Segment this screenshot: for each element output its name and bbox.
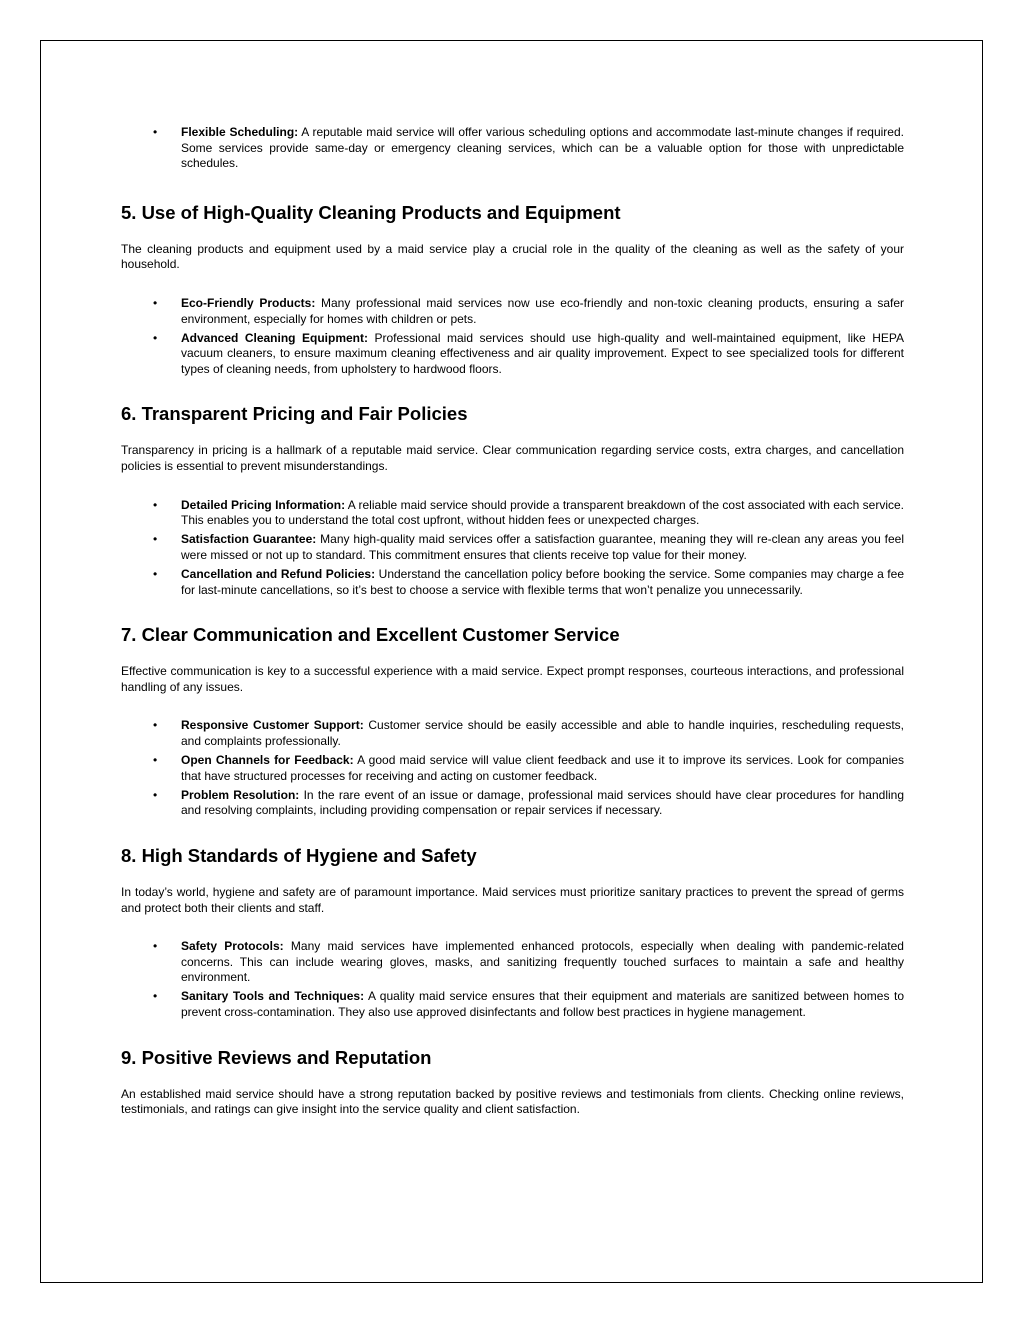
section-heading: 8. High Standards of Hygiene and Safety [121,844,477,866]
list-item [121,331,904,378]
bullet-icon: • [153,567,158,581]
section-9 [121,1047,904,1118]
list-item [121,125,904,172]
section-heading: 6. Transparent Pricing and Fair Policies [121,403,468,425]
section-7 [121,624,904,819]
bullet-text: Many maid services have implemented enhanced protocols, especially when dealing with pandemic-related concerns. This can include wearing gloves, masks, and sanitizing frequently touched surfaces to maintain a safe and healthy environment. [181,939,904,985]
bullet-term: Satisfaction Guarantee: [181,532,317,547]
bullet-term: Cancellation and Refund Policies: [181,567,376,581]
document-page [40,40,983,1283]
bullet-text: A reputable maid service will offer various scheduling options and accommodate last-minute changes if required. Some services provide same-day or emergency cleaning services, which can be a valuable option for those with unpredictable schedules. [181,125,904,171]
bullet-term: Problem Resolution: [181,787,300,802]
section-heading: 9. Positive Reviews and Reputation [121,1046,432,1068]
bullet-icon: • [153,989,158,1004]
bullet-text: A reliable maid service should provide a transparent breakdown of the cost associated with each service. This enables you to understand the total cost upfront, without hidden fees or unexpected charges. [181,497,904,528]
bullet-text: Customer service should be easily accessible and able to handle inquiries, rescheduling requests, and complaints professionally. [181,718,904,748]
bullet-term: Flexible Scheduling: [181,125,299,139]
bullet-icon: • [153,753,158,768]
bullet-list [121,498,904,599]
section-paragraph: The cleaning products and equipment used by a maid service play a crucial role in the quality of the cleaning as well as the safety of your household. [121,241,904,272]
page-content [121,125,904,1118]
list-item [121,939,904,986]
bullet-term: Safety Protocols: [181,939,284,954]
bullet-term: Advanced Cleaning Equipment: [181,330,368,345]
bullet-icon: • [153,497,158,512]
bullet-icon: • [153,295,158,310]
list-item [121,718,904,749]
section-5 [121,202,904,378]
bullet-icon: • [153,718,158,733]
bullet-term: Responsive Customer Support: [181,718,364,733]
bullet-term: Detailed Pricing Information: [181,497,346,512]
bullet-term: Sanitary Tools and Techniques: [181,989,365,1004]
bullet-text: A good maid service will value client feedback and use it to improve its services. Look for companies that have structured processes for receiving and acting on customer feedback. [181,753,904,783]
bullet-icon: • [153,939,158,954]
bullet-text: A quality maid service ensures that their equipment and materials are sanitized between homes to prevent cross-contamination. They also use approved disinfectants and follow best practices in hygiene management. [181,989,904,1019]
list-item [121,498,904,529]
bullet-icon: • [153,330,158,345]
bullet-text: In the rare event of an issue or damage, professional maid services should have clear procedures for handling and resolving complaints, including providing compensation or repair services if necessary. [181,787,905,818]
bullet-icon: • [153,125,158,139]
section-heading: 5. Use of High-Quality Cleaning Products and Equipment [121,201,621,223]
bullet-term: Eco-Friendly Products: [181,295,316,310]
list-item [121,532,904,563]
section-6 [121,403,904,598]
list-item [121,753,904,784]
section-paragraph: An established maid service should have a strong reputation backed by positive reviews and testimonials from clients. Checking online reviews, testimonials, and ratings can give insight into the service quality and client satisfaction. [121,1086,904,1117]
section-paragraph: In today’s world, hygiene and safety are of paramount importance. Maid services must prioritize sanitary practices to prevent the spread of germs and protect both their clients and staff. [121,884,904,915]
bullet-list [121,718,904,819]
bullet-icon: • [153,787,158,802]
bullet-list [121,939,904,1020]
bullet-text: Professional maid services should use high-quality and well-maintained equipment, like HEPA vacuum cleaners, to ensure maximum cleaning effectiveness and air quality improvement. Expect to see specialized tools for different types of cleaning needs, from upholstery to hardwood floors. [181,330,904,376]
bullet-list [121,296,904,377]
section-paragraph: Transparency in pricing is a hallmark of a reputable maid service. Clear communication regarding service costs, extra charges, and cancellation policies is essential to prevent misunderstandings. [121,443,904,474]
bullet-term: Open Channels for Feedback: [181,753,354,768]
list-item [121,296,904,327]
list-item [121,989,904,1020]
bullet-text: Many professional maid services now use eco-friendly and non-toxic cleaning products, ensuring a safer environment, especially for homes with children or pets. [181,295,904,326]
bullet-icon: • [153,532,158,547]
bullet-text: Understand the cancellation policy before booking the service. Some companies may charge a fee for last-minute cancellations, so it’s best to choose a service with flexible terms that won’t penalize you unnecessarily. [181,567,904,597]
bullet-text: Many high-quality maid services offer a satisfaction guarantee, meaning they will re-clean any areas you feel were missed or not up to standard. This commitment ensures that clients receive top value for their money. [181,532,904,562]
intro-bullet-list [121,125,904,172]
list-item [121,788,904,819]
section-8 [121,845,904,1021]
list-item [121,567,904,598]
section-heading: 7. Clear Communication and Excellent Customer Service [121,624,620,646]
section-paragraph: Effective communication is key to a successful experience with a maid service. Expect prompt responses, courteous interactions, and professional handling of any issues. [121,664,904,694]
